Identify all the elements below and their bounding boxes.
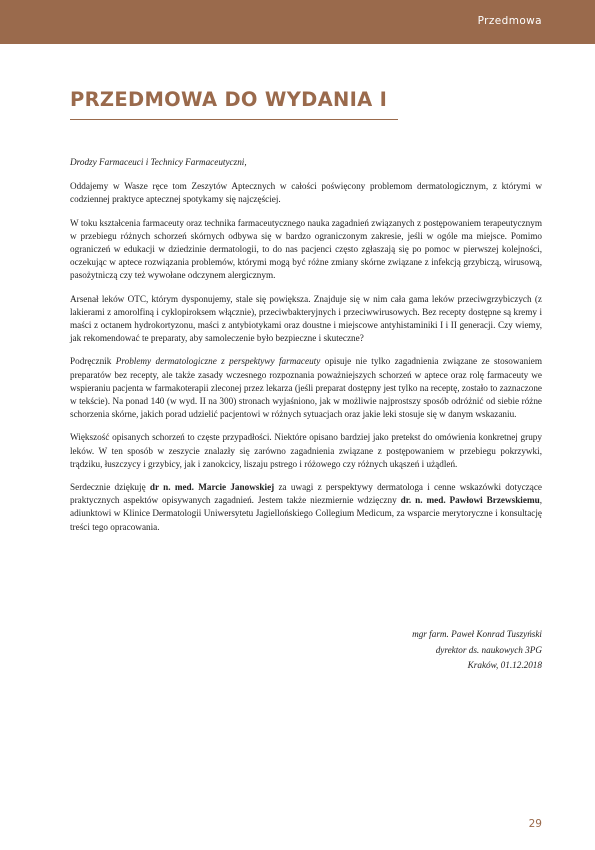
paragraph-intro: Oddajemy w Wasze ręce tom Zeszytów Aptecznych w całości poświęcony problemom dermatologicznym, z którymi w codziennej praktyce aptecznej spotykamy się najczęściej.	[70, 181, 542, 205]
acknowledged-name: dr n. med. Marcie Janowskiej	[149, 482, 275, 493]
signature-role: dyrektor ds. naukowych 3PG	[435, 644, 542, 655]
acknowledged-name: dr. n. med. Pawłowi Brzewskiemu	[400, 495, 540, 506]
book-title: Problemy dermatologiczne z perspektywy farmaceuty	[115, 356, 321, 367]
body-text	[70, 156, 542, 544]
title-divider	[70, 119, 398, 120]
paragraph-education: W toku kształcenia farmaceuty oraz technika farmaceutycznego nauka zagadnień związanych z postępowaniem terapeutycznym w przebiegu różnych schorzeń skórnych odbywa się w bardzo ograniczonym zakresie, jeśli w ogóle ma miejsce. Pomimo ograniczeń w edukacji w dziedzinie dermatologii, to do nas pacjenci często zgłaszają się po pomoc w pierwszej kolejności, oczekując w aptece rozwiązania problemów, którymi mogą być różne zmiany skórne związane z infekcją grzybiczą, wirusową, pasożytniczą czy też wywołane odczynem alergicznym.	[70, 217, 542, 281]
greeting: Drodzy Farmaceuci i Technicy Farmaceutyczni,	[70, 157, 247, 167]
paragraph-handbook	[70, 355, 542, 421]
page-title: PRZEDMOWA DO WYDANIA I	[70, 88, 388, 111]
text-segment: opisuje nie tylko zagadnienia związane ze stosowaniem preparatów bez recepty, ale także zasady wczesnego rozpoznania poważniejszych schorzeń w aptece oraz rolę farmaceuty we wspieraniu pacjenta w farmakoterapii zleconej przez lekarza (jeśli preparat dostępny jest tylko na receptę, zostało to zaznaczone w tekście). Na ponad 140 (w wyd. II na 300) stronach wyjaśniono, jak w możliwie najprostszy sposób odróżnić od siebie różne schorzenia skórne, jakich porad udzielić pacjentowi w różnych sytuacjach oraz jakie leki stosuje się w danym wskazaniu.	[70, 356, 542, 420]
signature-place-date: Kraków, 01.12.2018	[467, 660, 542, 670]
header-bar	[0, 0, 595, 44]
section-label: Przedmowa	[477, 15, 542, 27]
page-number: 29	[528, 818, 542, 830]
signature-block	[412, 627, 542, 674]
text-segment: , adiunktowi w Klinice Dermatologii Uniwersytetu Jagiellońskiego Collegium Medicum, za wsparcie merytoryczne i konsultację treści tego opracowania.	[70, 495, 543, 532]
text-segment: za uwagi z perspektywy dermatologa i cenne wskazówki dotyczące praktycznych aspektów opisywanych zagadnień. Jestem także niezmiernie wdzięczny	[70, 482, 542, 506]
text-segment: Podręcznik	[70, 356, 116, 367]
signature-name: mgr farm. Paweł Konrad Tuszyński	[412, 629, 542, 639]
paragraph-otc: Arsenał leków OTC, którym dysponujemy, stale się powiększa. Znajduje się w nim cała gama leków przeciwgrzybiczych (z lakierami z amorolfiną i cyklopiroksem włącznie), przeciwbakteryjnych i przeciwwirusowych. Bez recepty dostępne są kremy i maści z octanem hydrokortyzonu, maści z antybiotykami oraz doustne i miejscowe antyhistaminiki I i II generacji. Czy wiemy, jak rekomendować te preparaty, aby samoleczenie było bezpieczne i skuteczne?	[70, 293, 542, 344]
text-segment: Serdecznie dziękuję	[70, 482, 150, 493]
paragraph-thanks	[70, 481, 542, 534]
paragraph-conditions: Większość opisanych schorzeń to częste przypadłości. Niektóre opisano bardziej jako pretekst do omówienia konkretnej grupy leków. W ten sposób w zeszycie znalazły się zarówno zagadnienia związane z postępowaniem w przebiegu pokrzywki, trądziku, łuszczycy i grzybicy, jak i zanokcicy, liszaju pstrego i różowego czy różnych ukąszeń i użądleń.	[70, 432, 542, 469]
